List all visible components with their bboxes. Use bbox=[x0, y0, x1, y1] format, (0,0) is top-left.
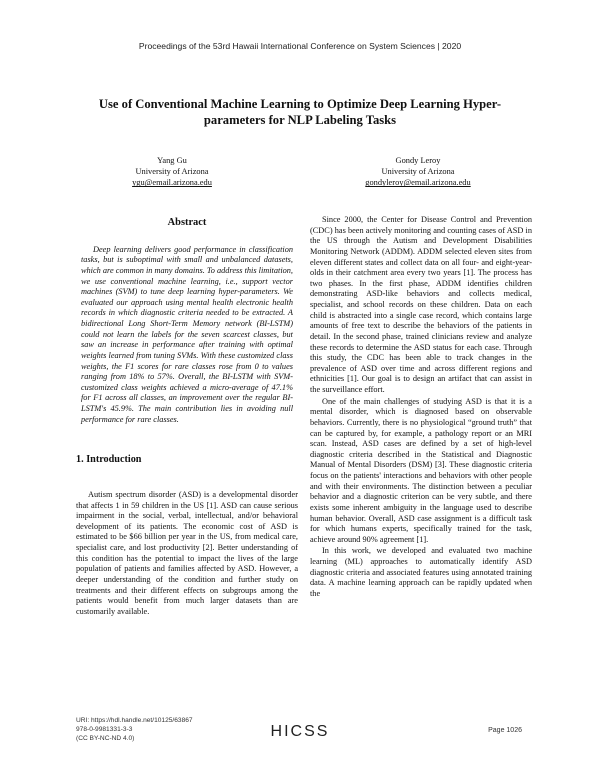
hicss-logo: HICSS bbox=[270, 723, 330, 740]
right-column bbox=[310, 215, 532, 600]
footer-meta bbox=[76, 717, 193, 743]
author-block-2 bbox=[318, 155, 518, 189]
body-paragraph-2: One of the main challenges of studying ASD is that it is a mental disorder, which is diagnosed based on observable behaviors. Currently, there is no physiological “ground truth” that can be captured by, for example, a pathology report or an MRI scan. Instead, ASD cases are defined by a set of high-level diagnostic criteria described in the Statistical and Diagnostic Manual of Mental Disorders (DSM) [3]. These diagnostic criteria focus on the patients' interactions and behaviors with other people and with their environments. The distinction between a peculiar behavior and a diagnostic criterion can be very subtle, and there exists some inherent ambiguity in the language used to describe human behavior. Overall, ASD case assignment is a difficult task for which humans experts, specifically trained for the task, achieve around 90% agreement [1]. bbox=[310, 396, 532, 544]
author-name: Yang Gu bbox=[157, 156, 187, 165]
abstract-text-block bbox=[76, 245, 298, 426]
author-affiliation: University of Arizona bbox=[135, 167, 209, 177]
footer-isbn: 978-0-9981331-3-3 bbox=[76, 725, 133, 733]
title-line-1: Use of Conventional Machine Learning to Optimize Deep Learning Hyper- bbox=[98, 97, 502, 111]
author-email-link[interactable]: ygu@email.arizona.edu bbox=[132, 178, 212, 188]
introduction-heading: 1. Introduction bbox=[76, 454, 142, 466]
paper-title bbox=[70, 96, 530, 128]
abstract-paragraph: Deep learning delivers good performance in classification tasks, but is suboptimal with small and unbalanced datasets, which are common in many domains. To address this limitation, we use conventional machine learning, i.e., support vector machines (SVM) to tune deep learning hyper-parameters. We evaluated our approach using mental health electronic health records in which diagnostic criteria needed to be extracted. A bidirectional Long Short-Term Memory network (BI-LSTM) could not learn the labels for the seven scarcest classes, but saw an increase in performance after training with optimal weights learned from tuning SVMs. With these customized class weights, the F1 scores for rare classes rose from 0 to values ranging from 18% to 57%. Overall, the BI-LSTM with SVM-customized class weights achieved a micro-average of 47.1% for F1 across all classes, an improvement over the regular BI-LSTM's 45.9%. The main contribution lies in avoiding null performance for rare classes. bbox=[81, 244, 293, 424]
body-paragraph-1: Since 2000, the Center for Disease Control and Prevention (CDC) has been actively monitoring and counting cases of ASD in the US through the Autism and Development Disabilities Monitoring Network (ADDM). ADDM selected eleven sites from eleven different states and collect data on all four- and eight-year-olds in their catchment area every two years [1]. The process has two phases. In the first phase, ADDM identifies children demonstrating ASD-like behaviors and collects medical, specialist, and school records on these children. Data on each child is abstracted into a single case record, which contains large amounts of free text to describe the behaviors of the patients in detail. In the second phase, trained clinicians review and analyze these records to determine the ASD status for each case. Through this study, the CDC has been able to track changes in the prevalence of ASD over time and across different regions and ethnicities [1]. Our goal is to design an artifact that can assist in the surveillance effort. bbox=[310, 215, 532, 394]
author-email-link[interactable]: gondyleroy@email.arizona.edu bbox=[365, 178, 471, 188]
footer-license: (CC BY-NC-ND 4.0) bbox=[76, 734, 135, 742]
abstract-heading: Abstract bbox=[167, 217, 207, 228]
author-name: Gondy Leroy bbox=[395, 156, 441, 165]
page-number: Page 1026 bbox=[488, 727, 522, 734]
introduction-paragraph: Autism spectrum disorder (ASD) is a developmental disorder that affects 1 in 59 children in the US [1]. ASD can cause serious impairment in the social, verbal, intellectual, and/or behavioral development of its patients. The economic cost of ASD is estimated to be $66 billion per year in the US, from medical care, specialist care, and lost productivity [2]. Better understanding of this condition has the potential to impact the lives of the large population of patients and families affected by ASD. However, a deeper understanding of the condition and further study on treatments and their different effects on subgroups among the patients would benefit from much larger datasets than are customarily available. bbox=[76, 489, 298, 616]
author-affiliation: University of Arizona bbox=[381, 167, 455, 177]
footer-uri-link[interactable]: URI: https://hdl.handle.net/10125/63867 bbox=[76, 717, 193, 724]
author-block-1 bbox=[72, 155, 272, 189]
title-line-2: parameters for NLP Labeling Tasks bbox=[203, 113, 397, 127]
body-paragraph-3: In this work, we developed and evaluated two machine learning (ML) approaches to automatically identify ASD diagnostic criteria and associated features using annotated training data. A machine learning approach can be rapidly updated when the bbox=[310, 546, 532, 598]
left-column bbox=[76, 218, 298, 617]
proceedings-header: Proceedings of the 53rd Hawaii International Conference on System Sciences | 2020 bbox=[138, 41, 462, 51]
